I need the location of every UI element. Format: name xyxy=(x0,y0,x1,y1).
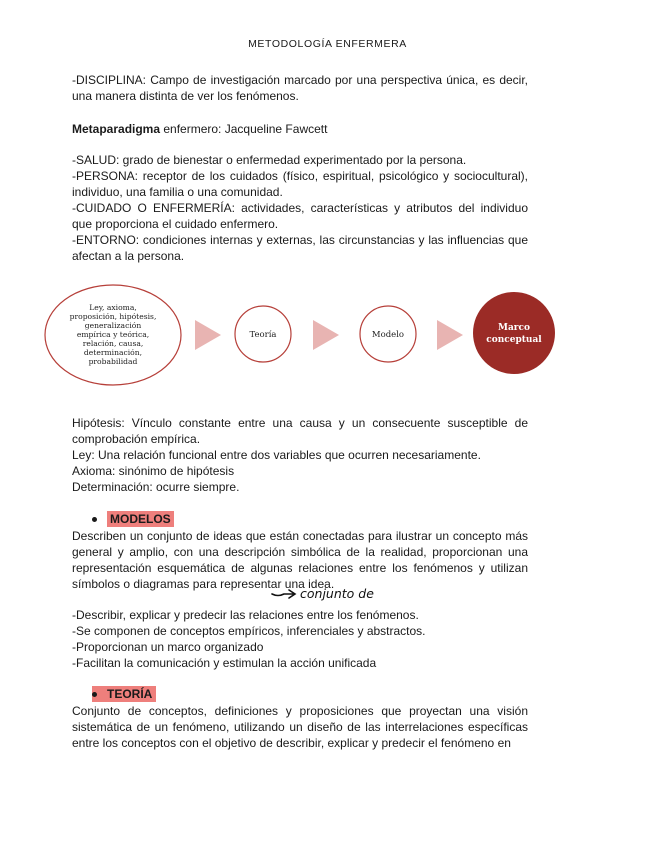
modelos-description-text: Describen un conjunto de ideas que están conectadas para ilustrar un concepto más general y amplio, con una descripción simbólica de la realidad, proporcionan una representación esquemática de algunas relaciones entre los fenómenos y utilizan símbolos o diagramas para representar una idea. xyxy=(72,529,528,591)
page-title: METODOLOGÍA ENFERMERA xyxy=(248,38,407,50)
metaparadigma-author: enfermero: Jacqueline Fawcett xyxy=(160,122,328,136)
modelos-item: -Proporcionan un marco organizado xyxy=(72,640,264,654)
teoria-description-text: Conjunto de conceptos, definiciones y proposiciones que proyectan una visión sistemática de un fenómeno, utilizando un diseño de las interrelaciones específicas entre los conceptos con el objetivo de describir, explicar y predecir el fenómeno en xyxy=(72,704,528,750)
bullet-icon xyxy=(92,517,97,522)
modelos-item: -Facilitan la comunicación y estimulan la acción unificada xyxy=(72,656,377,670)
modelos-heading-label: MODELOS xyxy=(107,511,174,527)
concept-diagram xyxy=(0,283,655,393)
definition-item: Hipótesis: Vínculo constante entre una causa y un consecuente susceptible de comprobación empírica. xyxy=(72,416,528,446)
definition-item: Determinación: ocurre siempre. xyxy=(72,480,240,494)
diagram-node-ley-line: Ley, axioma, xyxy=(89,303,137,312)
metaparadigma-item: -CUIDADO O ENFERMERÍA: actividades, características y atributos del individuo que proporciona el cuidado enfermero. xyxy=(72,201,528,231)
definition-item: Ley: Una relación funcional entre dos variables que ocurren necesariamente. xyxy=(72,448,481,462)
diagram-node-marco-line: conceptual xyxy=(486,335,542,345)
bullet-icon xyxy=(92,692,97,697)
definition-item: Axioma: sinónimo de hipótesis xyxy=(72,464,235,478)
metaparadigma-item: -ENTORNO: condiciones internas y externas, las circunstancias y las influencias que afectan a la persona. xyxy=(72,233,528,263)
teoria-heading-highlight xyxy=(92,686,156,702)
metaparadigma-item: -SALUD: grado de bienestar o enfermedad experimentado por la persona. xyxy=(72,153,467,167)
diagram-node-ley-line: proposición, hipótesis, xyxy=(69,312,157,321)
diagram-node-ley-line: empírica y teórica, xyxy=(76,330,150,339)
diagram-node-teoria-label: Teoría xyxy=(249,330,277,340)
modelos-description xyxy=(72,528,528,592)
modelos-item: -Se componen de conceptos empíricos, inferenciales y abstractos. xyxy=(72,624,426,638)
metaparadigma-list xyxy=(72,152,528,264)
diagram-node-modelo-label: Modelo xyxy=(371,330,405,340)
modelos-item: -Describir, explicar y predecir las relaciones entre los fenómenos. xyxy=(72,608,419,622)
teoria-heading xyxy=(92,686,156,702)
diagram-node-marco xyxy=(473,292,555,374)
modelos-list xyxy=(72,607,528,671)
modelos-heading xyxy=(92,511,174,527)
handwritten-annotation xyxy=(268,584,398,604)
disciplina-paragraph xyxy=(72,72,528,104)
teoria-heading-label: TEORÍA xyxy=(107,687,153,701)
diagram-node-ley-line: determinación, xyxy=(83,348,143,357)
arrow-right-icon xyxy=(272,590,295,598)
diagram-node-marco-line: Marco xyxy=(497,323,531,333)
disciplina-text: -DISCIPLINA: Campo de investigación marcado por una perspectiva única, es decir, una manera distinta de ver los fenómenos. xyxy=(72,73,528,103)
diagram-node-ley-line: probabilidad xyxy=(88,357,138,366)
diagram-node-ley-line: relación, causa, xyxy=(82,339,144,348)
diagram-arrow-2 xyxy=(313,320,339,350)
metaparadigma-heading xyxy=(72,121,528,137)
diagram-arrow-3 xyxy=(437,320,463,350)
metaparadigma-bold: Metaparadigma xyxy=(72,122,161,136)
teoria-description xyxy=(72,703,528,751)
metaparadigma-item: -PERSONA: receptor de los cuidados (físico, espiritual, psicológico y sociocultural), individuo, una familia o una comunidad. xyxy=(72,169,528,199)
handwritten-note: conjunto de xyxy=(300,586,374,601)
diagram-node-ley-line: generalización xyxy=(84,321,142,330)
definitions-list xyxy=(72,415,528,495)
diagram-arrow-1 xyxy=(195,320,221,350)
